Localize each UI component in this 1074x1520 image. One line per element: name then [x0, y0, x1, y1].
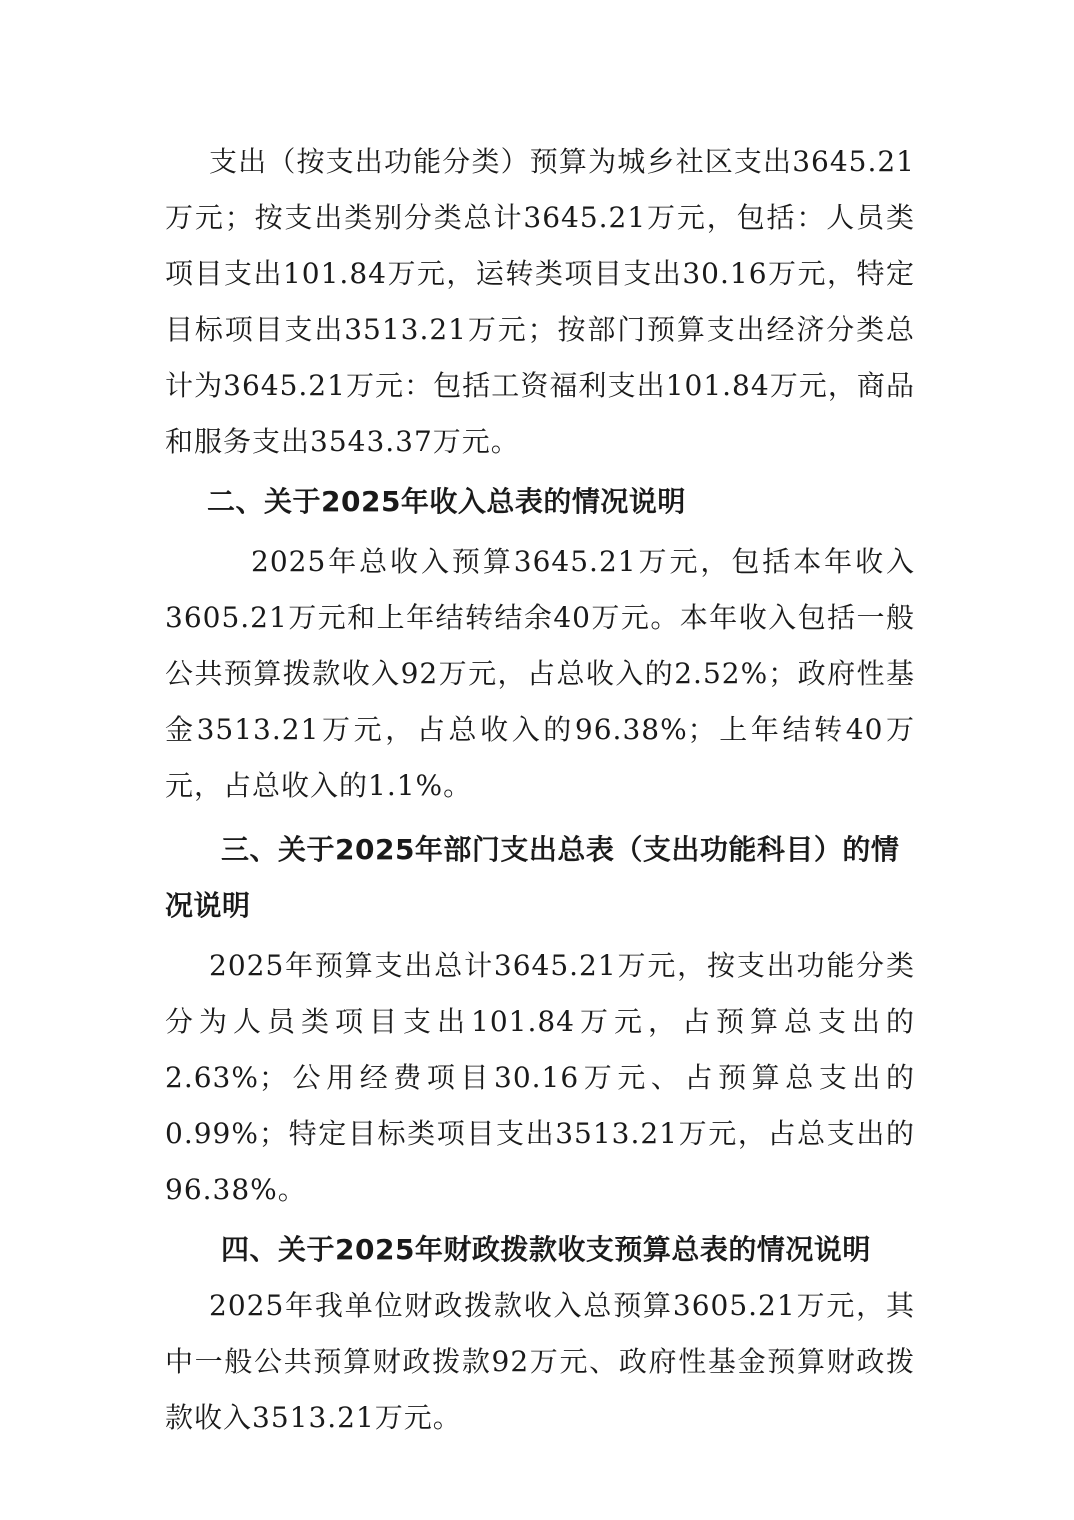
section-heading-fiscal-appropriation: 四、关于2025年财政拨款收支预算总表的情况说明: [221, 1233, 871, 1266]
paragraph-income-summary: 2025年总收入预算3645.21万元，包括本年收入3605.21万元和上年结转结余40万元。本年收入包括一般公共预算拨款收入92万元，占总收入的2.52%；政府性基金3513.21万元，占总收入的96.38%；上年结转40万元，占总收入的1.1%。: [165, 545, 915, 802]
section-heading-department-expenditure: 三、关于2025年部门支出总表（支出功能科目）的情况说明: [165, 833, 900, 922]
document-body: [165, 134, 915, 1446]
section-heading-income-summary: 二、关于2025年收入总表的情况说明: [207, 485, 686, 518]
paragraph-fiscal-appropriation: 2025年我单位财政拨款收入总预算3605.21万元，其中一般公共预算财政拨款92万元、政府性基金预算财政拨款收入3513.21万元。: [165, 1289, 915, 1434]
paragraph-department-expenditure: 2025年预算支出总计3645.21万元，按支出功能分类分为人员类项目支出101.84万元，占预算总支出的2.63%；公用经费项目30.16万元、占预算总支出的0.99%；特定目标类项目支出3513.21万元，占总支出的96.38%。: [165, 949, 915, 1206]
paragraph-expenditure-summary: 支出（按支出功能分类）预算为城乡社区支出3645.21万元；按支出类别分类总计3645.21万元，包括：人员类项目支出101.84万元，运转类项目支出30.16万元，特定目标项目支出3513.21万元；按部门预算支出经济分类总计为3645.21万元：包括工资福利支出101.84万元，商品和服务支出3543.37万元。: [165, 145, 915, 458]
